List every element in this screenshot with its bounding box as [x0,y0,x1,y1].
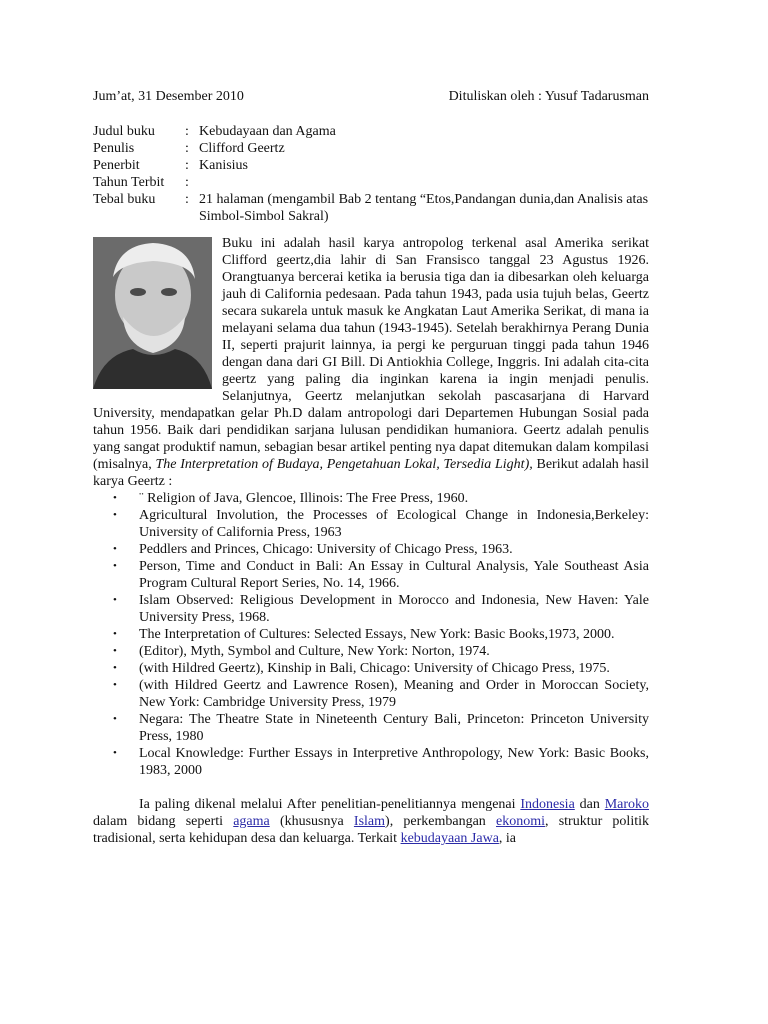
meta-row-publisher [93,157,649,174]
meta-value: 21 halaman (mengambil Bab 2 tentang “Etos,Pandangan dunia,dan Analisis atas Simbol-Simbol Sakral) [199,192,649,224]
list-item: • ¨ Religion of Java, Glencoe, Illinois: The Free Press, 1960. [93,490,649,507]
list-item: • The Interpretation of Cultures: Selected Essays, New York: Basic Books,1973, 2000. [93,626,649,643]
link-agama[interactable]: agama [233,814,270,829]
list-item: • Islam Observed: Religious Development in Morocco and Indonesia, New Haven: Yale University Press, 1968. [93,592,649,626]
bio-body: Buku ini adalah hasil karya antropolog terkenal asal Amerika serikat Clifford geertz,dia lahir di San Fransisco tanggal 23 Agustus 1926. Orangtuanya bercerai ketika ia berusia tiga dan ia dibesarkan oleh keluarga jauh di California pedesaan. Pada tahun 1943, pada usia tujuh belas, Geertz secara sukarela untuk masuk ke Angkatan Laut Amerika Serikat, di mana ia melayani selama dua tahun (1943-1945). Setelah berakhirnya Perang Dunia II, seperti prajurit lainnya, ia pergi ke perguruan tinggi pada tahun 1946 dengan dana dari GI Bill. Di Antiokhia College, Inggris. Ini adalah cita-cita geertz yang paling dia inginkan karena ia ingin menjadi penulis. Selanjutnya, Geertz melanjutkan sekolah pascasarjana di Harvard University, mendapatkan gelar Ph.D dalam antropologi dari Departemen Hubungan Sosial pada tahun 1956. Baik dari pendidikan sarjana lulusan pendidikan humaniora. Geertz adalah penulis yang sangat produktif namun, sebagian besar artikel penting nya dapat ditemukan dalam kompilasi (misalnya, [93,236,649,472]
meta-row-year [93,174,649,191]
meta-value: Kebudayaan dan Agama [199,124,336,139]
bio-tail: Berikut adalah hasil karya Geertz : [93,457,649,489]
text-segment: Ia paling dikenal melalui After penelitian-penelitiannya mengenai [139,797,521,812]
text-segment: (khususnya [269,814,354,829]
meta-row-pages [93,191,649,225]
meta-separator: : [185,141,189,156]
link-maroko[interactable]: Maroko [604,797,650,812]
document-page [93,88,649,861]
meta-label: Judul buku [93,124,155,139]
text-segment: dan [574,797,605,812]
list-item: • Person, Time and Conduct in Bali: An Essay in Cultural Analysis, Yale Southeast Asia Program Cultural Report Series, No. 14, 1966. [93,558,649,592]
list-item: • Local Knowledge: Further Essays in Interpretive Anthropology, New York: Basic Books, 1983, 2000 [93,745,649,779]
list-item: • (Editor), Myth, Symbol and Culture, New York: Norton, 1974. [93,643,649,660]
bio-italic-titles: The Interpretation of Budaya, Pengetahuan Lokal, Tersedia Light), [155,457,533,472]
meta-separator: : [185,192,189,207]
link-indonesia[interactable]: Indonesia [520,797,575,812]
meta-row-title [93,123,649,140]
text-segment: , struktur politik tradisional, serta kehidupan desa dan keluarga. Terkait [93,814,649,846]
meta-label: Penerbit [93,158,140,173]
meta-value: Kanisius [199,158,248,173]
works-list [93,490,649,779]
author-portrait [93,237,212,389]
meta-separator: : [185,124,189,139]
book-metadata [93,123,649,225]
text-segment: , ia [498,831,517,846]
link-islam[interactable]: Islam [353,814,386,829]
document-date: Jum’at, 31 Desember 2010 [93,89,244,104]
list-item: • Agricultural Involution, the Processes of Ecological Change in Indonesia,Berkeley: University of California Press, 1963 [93,507,649,541]
link-ekonomi[interactable]: ekonomi [496,814,545,829]
meta-label: Tahun Terbit [93,175,165,190]
meta-label: Tebal buku [93,192,156,207]
closing-paragraph [93,796,649,847]
meta-separator: : [185,158,189,173]
list-item: • (with Hildred Geertz), Kinship in Bali, Chicago: University of Chicago Press, 1975. [93,660,649,677]
biography-section [93,235,649,490]
portrait-illustration [93,237,212,389]
meta-value [199,174,649,191]
text-segment: dalam bidang seperti [93,814,234,829]
meta-label: Penulis [93,141,135,156]
link-kebudayaan-jawa[interactable]: kebudayaan Jawa [400,831,499,846]
header-row [93,88,649,105]
list-item: • Peddlers and Princes, Chicago: University of Chicago Press, 1963. [93,541,649,558]
list-item: • (with Hildred Geertz and Lawrence Rosen), Meaning and Order in Moroccan Society, New York: Cambridge University Press, 1979 [93,677,649,711]
document-author: Dituliskan oleh : Yusuf Tadarusman [448,89,649,104]
meta-row-author [93,140,649,157]
list-item: • Negara: The Theatre State in Nineteenth Century Bali, Princeton: Princeton University Press, 1980 [93,711,649,745]
meta-separator: : [185,175,189,190]
meta-value: Clifford Geertz [199,141,285,156]
text-segment: ), perkembangan [385,814,496,829]
